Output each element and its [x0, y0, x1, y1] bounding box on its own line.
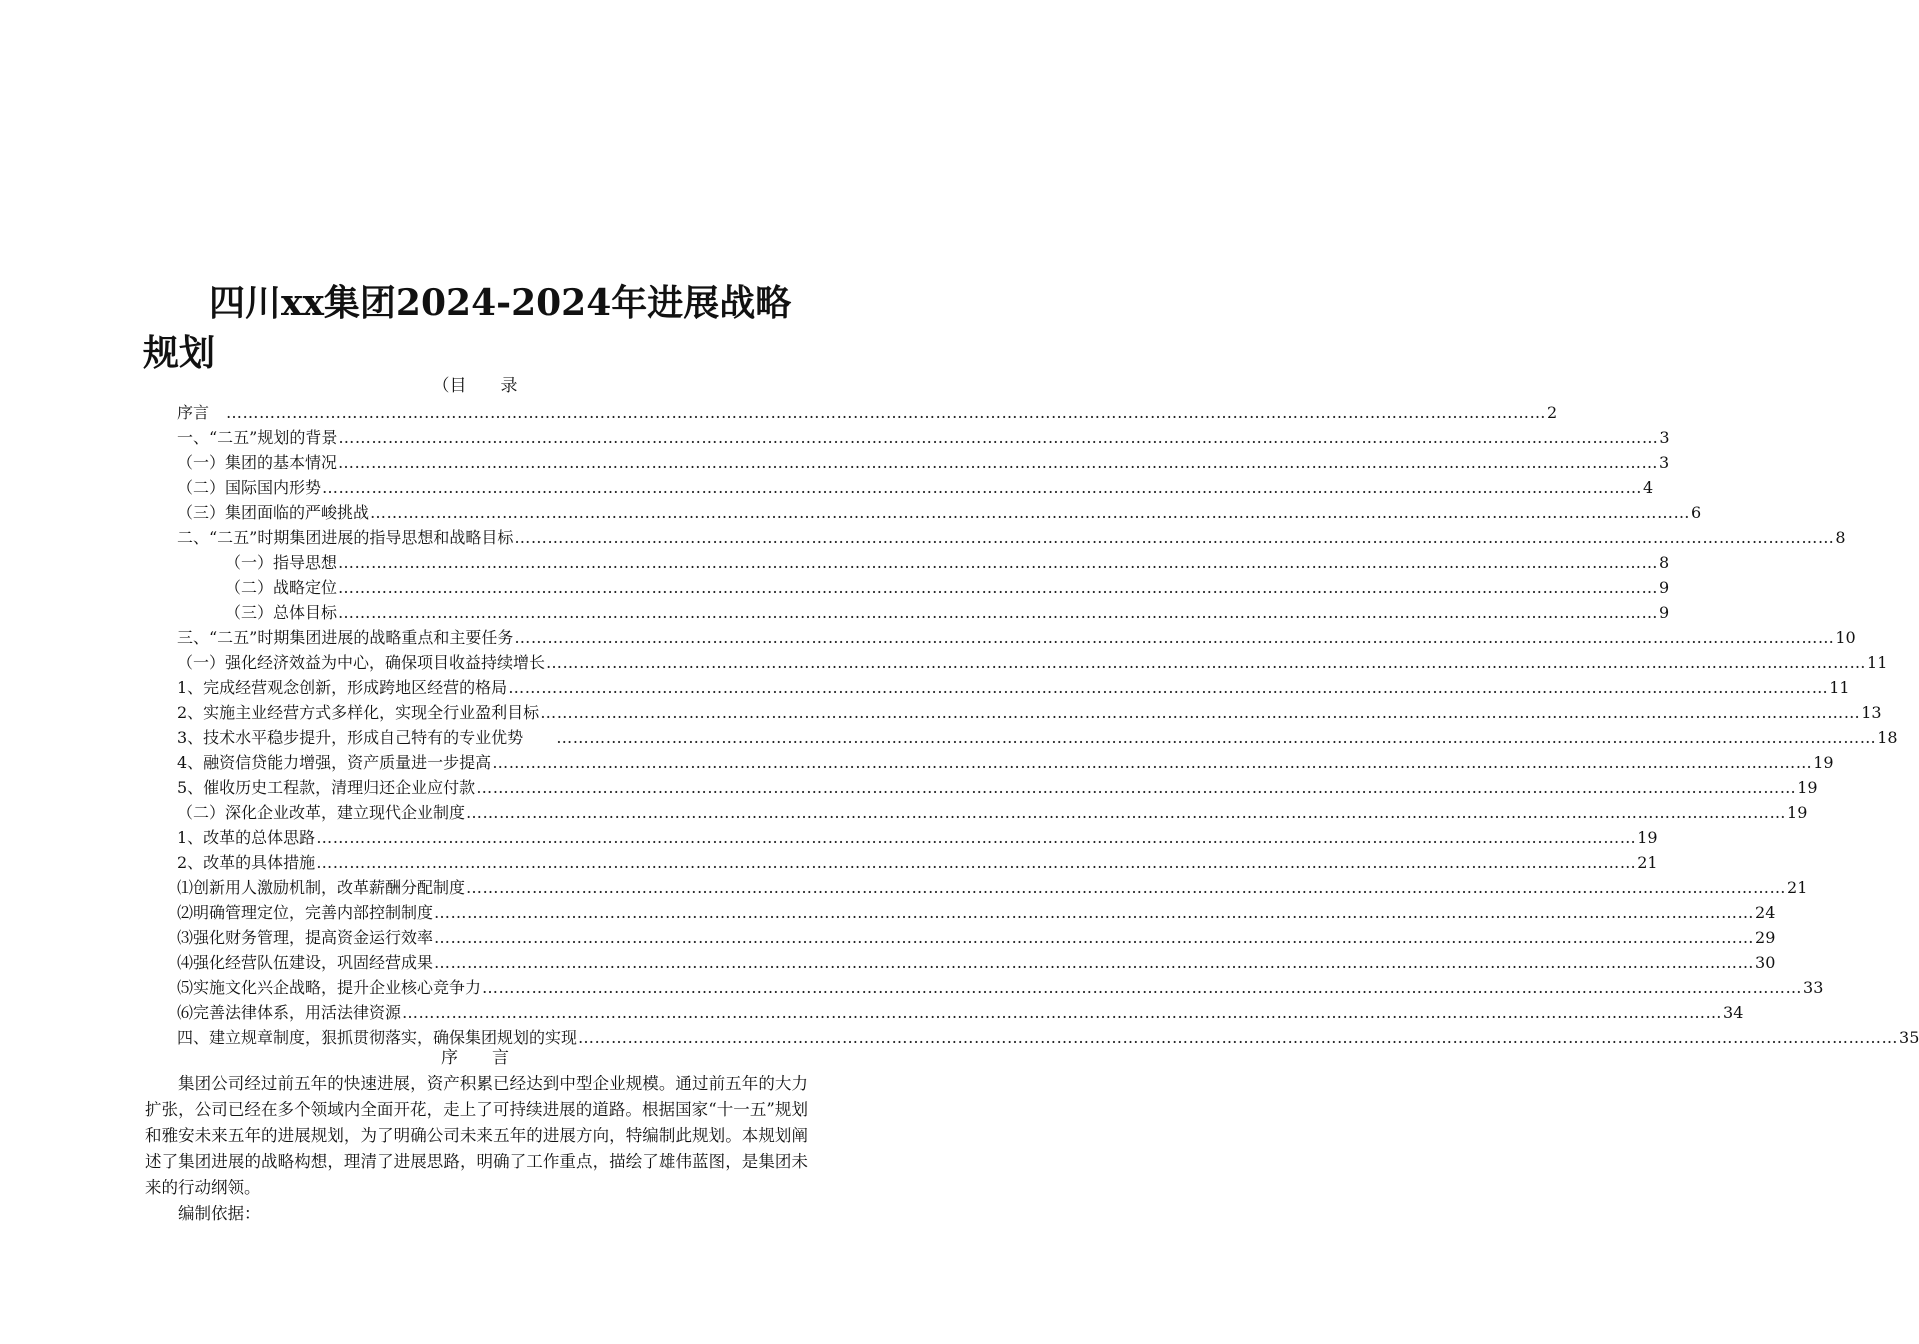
preface-body — [145, 1071, 808, 1227]
toc-entry[interactable] — [177, 800, 1808, 825]
toc-entry[interactable] — [177, 950, 1776, 975]
toc-entry[interactable] — [177, 825, 1658, 850]
toc-entry-label: 四、建立规章制度，狠抓贯彻落实，确保集团规划的实现 — [177, 1028, 578, 1047]
toc-leader-dots: …………………………………………………………………………………………………………………………………………………………………………………………………………………… — [434, 903, 1755, 922]
toc-entry-label: ⑵明确管理定位，完善内部控制制度 — [177, 903, 434, 922]
toc-entry-label: 5、催收历史工程款，清理归还企业应付款 — [177, 778, 476, 797]
toc-heading: （目 录 — [432, 376, 518, 396]
toc-entry-label: 序言 — [177, 403, 226, 422]
toc-leader-dots: …………………………………………………………………………………………………………………………………………………………………………………………………………………… — [338, 428, 1659, 447]
toc-leader-dots: …………………………………………………………………………………………………………………………………………………………………………………………………………………… — [556, 728, 1877, 747]
toc-entry-page: 35 — [1899, 1028, 1919, 1047]
toc-entry-page: 10 — [1835, 628, 1856, 647]
toc-entry[interactable] — [177, 475, 1654, 500]
toc-entry-page: 19 — [1813, 753, 1834, 772]
toc-leader-dots: …………………………………………………………………………………………………………………………………………………………………………………………………………………… — [402, 1003, 1723, 1022]
toc-entry-label: 4、融资信贷能力增强，资产质量进一步提高 — [177, 753, 492, 772]
toc-entry[interactable] — [177, 400, 1558, 425]
toc-entry-page: 33 — [1803, 978, 1824, 997]
toc-entry-label: ⑹完善法律体系，用活法律资源 — [177, 1003, 402, 1022]
toc-entry[interactable] — [177, 875, 1808, 900]
toc-entry-label: （二）深化企业改革，建立现代企业制度 — [177, 803, 466, 822]
toc-entry[interactable] — [177, 700, 1882, 725]
toc-entry-label: 一、“二五”规划的背景 — [177, 428, 338, 447]
toc-entry-page: 19 — [1637, 828, 1658, 847]
toc-entry[interactable] — [177, 750, 1834, 775]
toc-leader-dots: …………………………………………………………………………………………………………………………………………………………………………………………………………………… — [546, 653, 1867, 672]
toc-entry-page: 9 — [1659, 578, 1670, 597]
toc-entry-label: 2、改革的具体措施 — [177, 853, 316, 872]
toc-leader-dots: …………………………………………………………………………………………………………………………………………………………………………………………………………………… — [434, 953, 1755, 972]
toc-entry-label: ⑷强化经营队伍建设，巩固经营成果 — [177, 953, 434, 972]
toc-leader-dots: …………………………………………………………………………………………………………………………………………………………………………………………………………………… — [476, 778, 1797, 797]
toc-entry-label: （三）集团面临的严峻挑战 — [177, 503, 370, 522]
toc-entry[interactable] — [177, 525, 1846, 550]
toc-entry-label: 1、完成经营观念创新，形成跨地区经营的格局 — [177, 678, 508, 697]
toc-entry-label: ⑸实施文化兴企战略，提升企业核心竞争力 — [177, 978, 482, 997]
toc-entry[interactable] — [177, 775, 1818, 800]
toc-entry-label: （一）指导思想 — [225, 553, 338, 572]
toc-entry-label: 三、“二五”时期集团进展的战略重点和主要任务 — [177, 628, 514, 647]
toc-entry-label: （三）总体目标 — [225, 603, 338, 622]
toc-leader-dots: …………………………………………………………………………………………………………………………………………………………………………………………………………………… — [322, 478, 1643, 497]
toc-entry[interactable] — [177, 425, 1670, 450]
toc-entry-label: （二）战略定位 — [225, 578, 338, 597]
toc-entry[interactable] — [177, 975, 1824, 1000]
toc-entry[interactable] — [177, 500, 1702, 525]
toc-entry-label: 1、改革的总体思路 — [177, 828, 316, 847]
toc-leader-dots: …………………………………………………………………………………………………………………………………………………………………………………………………………………… — [338, 553, 1659, 572]
toc-entry-page: 21 — [1637, 853, 1658, 872]
toc-leader-dots: …………………………………………………………………………………………………………………………………………………………………………………………………………………… — [338, 578, 1659, 597]
toc-leader-dots: …………………………………………………………………………………………………………………………………………………………………………………………………………………… — [508, 678, 1829, 697]
toc-entry-page: 18 — [1877, 728, 1898, 747]
toc-entry-label: ⑶强化财务管理，提高资金运行效率 — [177, 928, 434, 947]
toc-entry-label: 2、实施主业经营方式多样化，实现全行业盈利目标 — [177, 703, 540, 722]
toc-entry[interactable] — [177, 850, 1658, 875]
toc-entry-label: （一）集团的基本情况 — [177, 453, 338, 472]
toc-entry-page: 24 — [1755, 903, 1776, 922]
toc-leader-dots: …………………………………………………………………………………………………………………………………………………………………………………………………………………… — [434, 928, 1755, 947]
toc-entry-label: 二、“二五”时期集团进展的指导思想和战略目标 — [177, 528, 514, 547]
toc-leader-dots: …………………………………………………………………………………………………………………………………………………………………………………………………………………… — [338, 603, 1659, 622]
toc-entry-label: （二）国际国内形势 — [177, 478, 322, 497]
toc-leader-dots: …………………………………………………………………………………………………………………………………………………………………………………………………………………… — [338, 453, 1659, 472]
toc-entry[interactable] — [177, 625, 1856, 650]
toc-entry-page: 19 — [1797, 778, 1818, 797]
toc-leader-dots: …………………………………………………………………………………………………………………………………………………………………………………………………………………… — [514, 628, 1835, 647]
toc-entry-page: 30 — [1755, 953, 1776, 972]
toc-leader-dots: …………………………………………………………………………………………………………………………………………………………………………………………………………………… — [540, 703, 1861, 722]
toc-entry-page: 3 — [1659, 428, 1670, 447]
toc-leader-dots: …………………………………………………………………………………………………………………………………………………………………………………………………………………… — [578, 1028, 1899, 1047]
toc-entry-page: 21 — [1787, 878, 1808, 897]
toc-entry-page: 8 — [1659, 553, 1670, 572]
toc-entry-page: 19 — [1787, 803, 1808, 822]
toc-leader-dots: …………………………………………………………………………………………………………………………………………………………………………………………………………………… — [482, 978, 1803, 997]
toc-entry[interactable] — [177, 675, 1850, 700]
toc-entry[interactable] — [177, 900, 1776, 925]
toc-entry[interactable] — [177, 925, 1776, 950]
toc-entry-label: 3、技术水平稳步提升，形成自己特有的专业优势 — [177, 728, 556, 747]
toc-entry-page: 29 — [1755, 928, 1776, 947]
toc-leader-dots: …………………………………………………………………………………………………………………………………………………………………………………………………………………… — [492, 753, 1813, 772]
toc-entry[interactable] — [177, 1000, 1744, 1025]
toc-entry[interactable] — [225, 550, 1670, 575]
preface-paragraph: 集团公司经过前五年的快速进展，资产积累已经达到中型企业规模。通过前五年的大力扩张，公司已经在多个领域内全面开花，走上了可持续进展的道路。根据国家“十一五”规划和雅安未来五年的进展规划，为了明确公司未来五年的进展方向，特编制此规划。本规划阐述了集团进展的战略构想，理清了进展思路，明确了工作重点，描绘了雄伟蓝图，是集团未来的行动纲领。 — [145, 1074, 808, 1197]
toc-entry[interactable] — [177, 450, 1670, 475]
toc-leader-dots: …………………………………………………………………………………………………………………………………………………………………………………………………………………… — [370, 503, 1691, 522]
toc-entry[interactable] — [225, 600, 1670, 625]
toc-leader-dots: …………………………………………………………………………………………………………………………………………………………………………………………………………………… — [226, 403, 1547, 422]
toc-leader-dots: …………………………………………………………………………………………………………………………………………………………………………………………………………………… — [316, 828, 1637, 847]
toc-entry-page: 2 — [1547, 403, 1558, 422]
toc-entry-page: 34 — [1723, 1003, 1744, 1022]
toc-entry-page: 6 — [1691, 503, 1702, 522]
toc-entry-page: 4 — [1643, 478, 1654, 497]
toc-entry[interactable] — [177, 725, 1898, 750]
toc-entry-page: 9 — [1659, 603, 1670, 622]
toc-entry-page: 11 — [1829, 678, 1850, 697]
toc-entry-page: 13 — [1861, 703, 1882, 722]
toc-entry[interactable] — [177, 650, 1888, 675]
document-title: 四川xx集团2024-2024年进展战略规划 — [143, 282, 792, 374]
toc-entry-page: 11 — [1867, 653, 1888, 672]
preface-paragraph: 编制依据： — [178, 1204, 261, 1223]
toc-leader-dots: …………………………………………………………………………………………………………………………………………………………………………………………………………………… — [466, 878, 1787, 897]
toc-leader-dots: …………………………………………………………………………………………………………………………………………………………………………………………………………………… — [514, 528, 1835, 547]
preface-heading: 序 言 — [441, 1048, 509, 1068]
toc-entry-page: 3 — [1659, 453, 1670, 472]
toc-leader-dots: …………………………………………………………………………………………………………………………………………………………………………………………………………………… — [316, 853, 1637, 872]
toc-entry-label: （一）强化经济效益为中心，确保项目收益持续增长 — [177, 653, 546, 672]
toc-leader-dots: …………………………………………………………………………………………………………………………………………………………………………………………………………………… — [466, 803, 1787, 822]
toc-entry-page: 8 — [1835, 528, 1846, 547]
toc-entry-label: ⑴创新用人激励机制，改革薪酬分配制度 — [177, 878, 466, 897]
toc-entry[interactable] — [225, 575, 1670, 600]
